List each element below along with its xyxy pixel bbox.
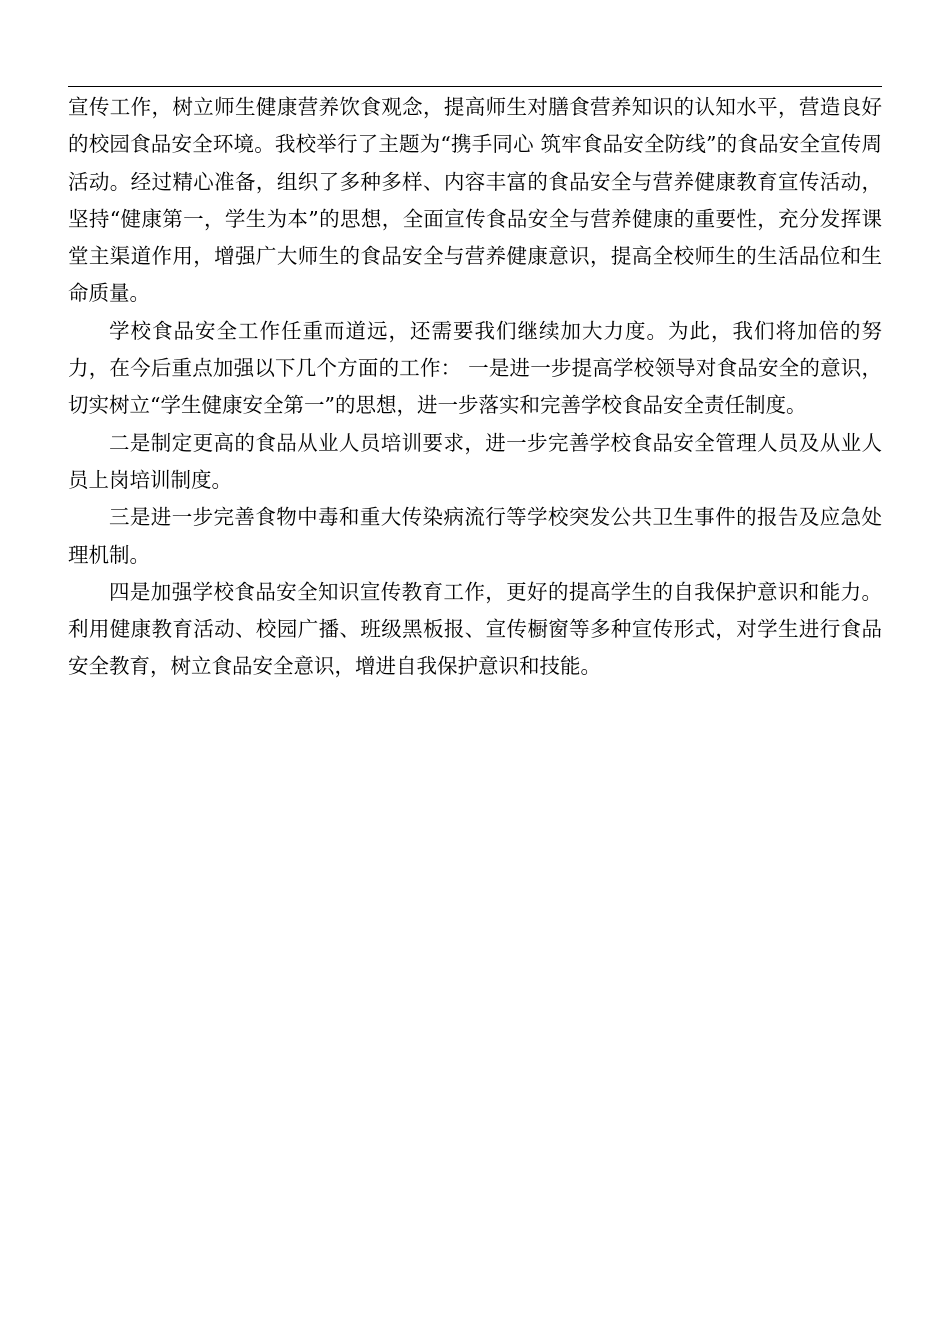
header-rule bbox=[68, 86, 882, 87]
paragraph-continued: 宣传工作，树立师生健康营养饮食观念，提高师生对膳食营养知识的认知水平，营造良好的校园食品安全环境。我校举行了主题为“携手同心 筑牢食品安全防线”的食品安全宣传周活动。经过精心准备，组织了多种多样、内容丰富的食品安全与营养健康教育宣传活动，坚持“健康第一，学生为本”的思想，全面宣传食品安全与营养健康的重要性，充分发挥课堂主渠道作用，增强广大师生的食品安全与营养健康意识，提高全校师生的生活品位和生命质量。 bbox=[68, 95, 882, 306]
document-body bbox=[68, 89, 882, 686]
paragraph-work-plan: 学校食品安全工作任重而道远，还需要我们继续加大力度。为此，我们将加倍的努力，在今后重点加强以下几个方面的工作： 一是进一步提高学校领导对食品安全的意识，切实树立“学生健康安全第一”的思想，进一步落实和完善学校食品安全责任制度。 bbox=[68, 318, 882, 418]
paragraph-point-three: 三是进一步完善食物中毒和重大传染病流行等学校突发公共卫生事件的报告及应急处理机制。 bbox=[68, 505, 882, 567]
paragraph-point-two: 二是制定更高的食品从业人员培训要求，进一步完善学校食品安全管理人员及从业人员上岗培训制度。 bbox=[68, 430, 882, 492]
paragraph-point-four: 四是加强学校食品安全知识宣传教育工作，更好的提高学生的自我保护意识和能力。利用健康教育活动、校园广播、班级黑板报、宣传橱窗等多种宣传形式，对学生进行食品安全教育，树立食品安全意识，增进自我保护意识和技能。 bbox=[68, 579, 882, 679]
